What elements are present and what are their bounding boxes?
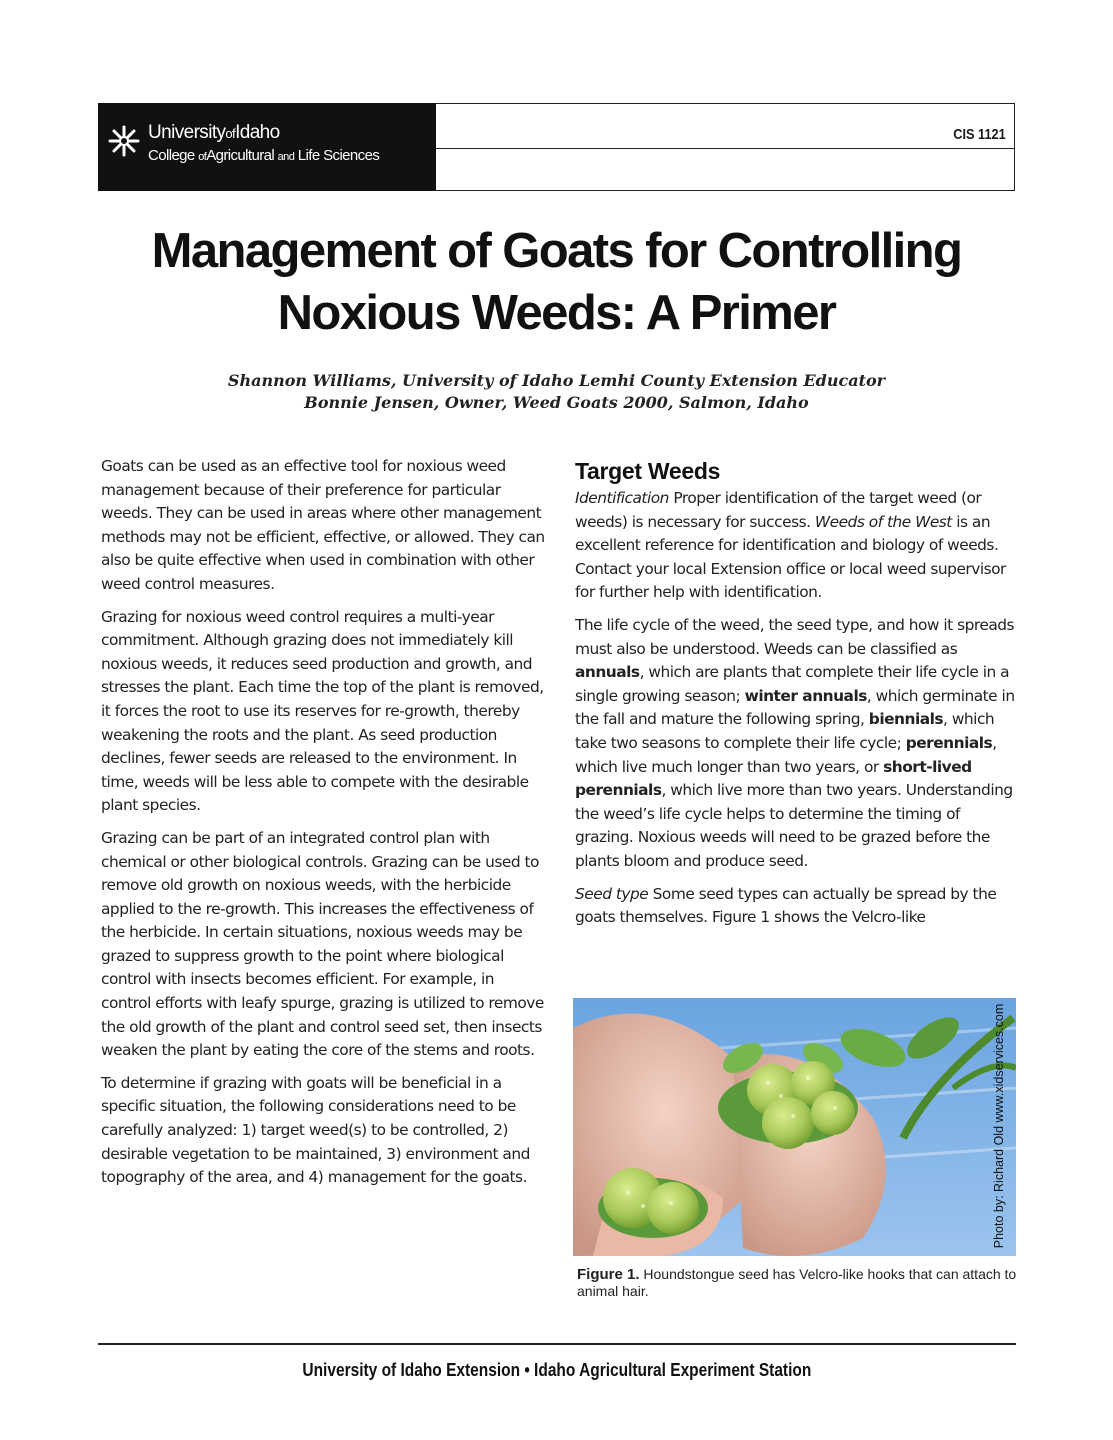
- figure-caption-text: Houndstongue seed has Velcro-like hooks that can attach to animal hair.: [577, 1266, 1017, 1299]
- document-number: CIS 1121: [953, 126, 1006, 143]
- author-1: Shannon Williams, University of Idaho Lemhi County Extension Educator: [227, 371, 886, 390]
- run-in-identification: Identification: [575, 489, 669, 507]
- logo-college: College: [148, 147, 195, 164]
- life-cycle-text-d: , which take two seasons to complete their life cycle;: [575, 710, 995, 752]
- paragraph-integrated-control: Grazing can be part of an integrated control plan with chemical or other biological controls. Grazing can be used to remove old growth on noxious weeds, with the herbicide applied to the re-growth. This increases the effectiveness of the herbicide. In certain situations, noxious weeds may be grazed to suppress growth to the point where biological control with insects becomes efficient. For example, in control efforts with leafy spurge, grazing is utilized to remove the old growth of the plant and control seed set, then insects weaken the plant by eating the core of the stems and roots.: [101, 828, 544, 1060]
- page-title: [60, 220, 1053, 344]
- run-in-seed-type: Seed type: [575, 884, 649, 903]
- houndstongue-photo: [573, 998, 1016, 1256]
- paragraph-grazing-commitment: Grazing for noxious weed control requires a multi-year commitment. Although grazing does not immediately kill noxious weeds, it reduces seed production and growth, and stresses the plant. Each time the top of the plant is removed, it forces the root to use its reserves for re-growth, thereby weakening the roots and the plant. As seed production declines, fewer seeds are released to the environment. In time, weeds will be less able to compete with the desirable plant species.: [101, 607, 544, 815]
- seed-type-text: Some seed types can actually be spread by the goats themselves. Figure 1 shows the Velcro-like: [575, 884, 997, 927]
- title-line-2: Noxious Weeds: A Primer: [277, 286, 836, 340]
- life-cycle-text-e: , which live much longer than two years, or: [575, 733, 997, 776]
- author-list: [60, 370, 1053, 414]
- footer-rule: [98, 1343, 1016, 1345]
- identification-text-a: Proper identification of the target weed (or weeds) is necessary for success.: [575, 489, 982, 531]
- life-cycle-text-a: The life cycle of the weed, the seed type, and how it spreads must also be understood. Weeds can be classified as: [575, 615, 1015, 658]
- paragraph-life-cycle: [575, 614, 1020, 874]
- logo-of-2: of: [198, 151, 207, 163]
- logo-university: University: [148, 122, 226, 143]
- right-column: [575, 457, 1020, 939]
- reference-weeds-of-the-west: Weeds of the West: [814, 512, 952, 531]
- identification-text-b: is an excellent reference for identification and biology of weeds. Contact your local Extension office or local weed supervisor for further help with identification.: [575, 512, 1006, 602]
- header-box: [436, 103, 1015, 191]
- life-cycle-text-c: , which germinate in the fall and mature the following spring,: [575, 686, 1015, 729]
- term-annuals: annuals: [575, 663, 640, 682]
- section-heading-target-weeds: Target Weeds: [575, 458, 721, 484]
- paragraph-considerations: To determine if grazing with goats will be beneficial in a specific situation, the following considerations need to be carefully analyzed: 1) target weed(s) to be controlled, 2) desirable vegetation to be maintained, 3) environment and topography of the area, and 4) management for the goats.: [101, 1073, 530, 1187]
- header-divider: [436, 148, 1014, 149]
- document-header: [98, 103, 1016, 191]
- figure-caption: [577, 1266, 1017, 1299]
- life-cycle-text-f: , which live more than two years. Understanding the weed’s life cycle helps to determine the timing of grazing. Noxious weeds will need to be grazed before the plants bloom and produce seed.: [575, 781, 1013, 870]
- left-column: [101, 455, 546, 1199]
- term-short-lived-perennials: short-lived perennials: [575, 757, 972, 800]
- photo-credit: [986, 1000, 1012, 1252]
- term-perennials: perennials: [905, 733, 993, 752]
- paragraph-identification: [575, 487, 1020, 605]
- photo-credit-text: Photo by: Richard Old www.xidservices.com: [992, 1003, 1006, 1249]
- houndstongue-seed-image: [573, 998, 1016, 1256]
- logo-of: of: [225, 126, 236, 141]
- logo-agricultural: Agricultural: [206, 147, 275, 164]
- university-emblem-icon: [106, 123, 142, 159]
- life-cycle-text-b: , which are plants that complete their life cycle in a single growing season;: [575, 663, 1010, 705]
- logo-and: and: [277, 151, 295, 163]
- footer-text: University of Idaho Extension • Idaho Agricultural Experiment Station: [302, 1360, 811, 1380]
- term-biennials: biennials: [868, 710, 944, 729]
- figure-label: Figure 1.: [577, 1266, 640, 1283]
- author-2: Bonnie Jensen, Owner, Weed Goats 2000, Salmon, Idaho: [304, 393, 809, 412]
- page-footer: [60, 1360, 1053, 1381]
- university-logo: [98, 103, 436, 191]
- title-line-1: Management of Goats for Controlling: [151, 224, 962, 278]
- logo-life-sciences: Life Sciences: [297, 147, 380, 164]
- paragraph-intro: Goats can be used as an effective tool for noxious weed management because of their preference for particular weeds. They can be used in areas where other management methods may not be efficient, effective, or allowed. They can also be quite effective when used in combination with other weed control measures.: [101, 457, 545, 593]
- logo-idaho: Idaho: [235, 122, 280, 143]
- paragraph-seed-type: [575, 883, 1020, 930]
- term-winter-annuals: winter annuals: [744, 686, 867, 705]
